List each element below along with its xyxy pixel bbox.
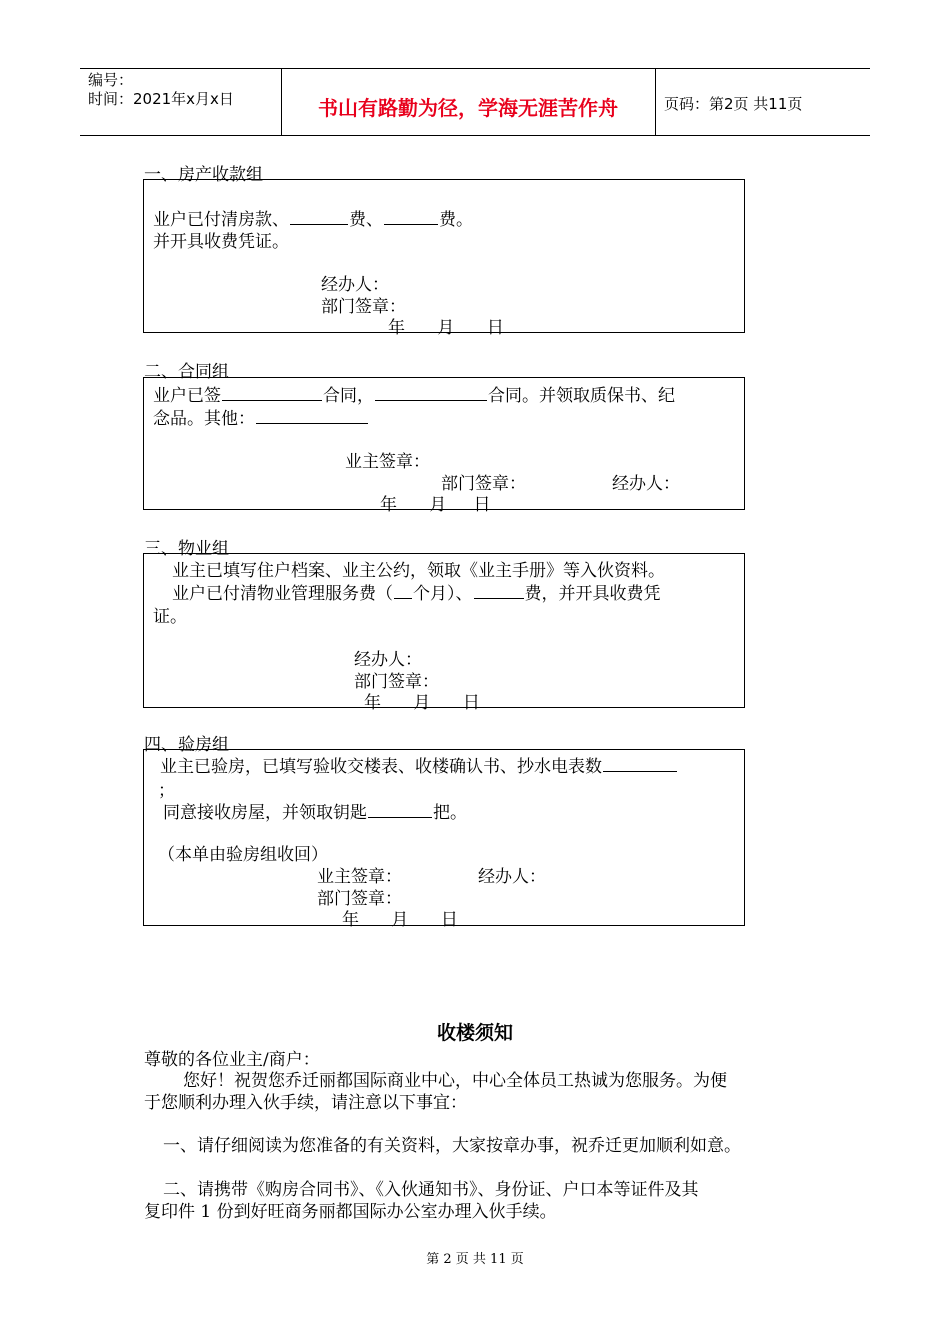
section-1-line2: 并开具收费凭证。 — [153, 232, 289, 252]
section-3-line2 — [172, 579, 661, 604]
blank-other — [256, 407, 368, 424]
section-3-dept-seal: 部门签章： — [354, 672, 439, 692]
notice-item-2-line1: 二、请携带《购房合同书》、《入伙通知书》、身份证、户口本等证件及其 — [163, 1180, 699, 1200]
section-1-date: 年 月 日 — [388, 318, 504, 338]
header-motto: 书山有路勤为径，学海无涯苦作舟 — [318, 96, 618, 120]
section-3-date: 年 月 日 — [364, 693, 480, 713]
blank-fee-1 — [290, 208, 348, 225]
header-meta — [88, 71, 234, 109]
section-1-handler: 经办人： — [321, 275, 389, 295]
section-4-handler: 经办人： — [478, 867, 546, 887]
header-top-rule — [80, 68, 870, 69]
section-4-dept-seal: 部门签章： — [317, 889, 402, 909]
section-3-text-a: 业户已付清物业管理服务费（ — [172, 584, 393, 604]
section-2-owner-sign: 业主签章： — [345, 452, 430, 472]
notice-item-2-line2: 复印件 1 份到好旺商务丽都国际办公室办理入伙手续。 — [144, 1202, 557, 1222]
section-4-line1 — [160, 752, 678, 777]
blank-months — [394, 582, 412, 599]
section-3-line3: 证。 — [153, 607, 187, 627]
section-3-handler: 经办人： — [354, 650, 422, 670]
section-1-box — [143, 179, 745, 333]
blank-contract-2 — [375, 384, 487, 401]
page-footer: 第 2 页 共 11 页 — [426, 1252, 524, 1267]
section-2-text-c: 合同。并领取质保书、纪 — [488, 386, 675, 406]
header-time-label: 时间：2021年x月x日 — [88, 90, 234, 108]
section-4-text-c: 把。 — [433, 803, 467, 823]
section-1-text-a: 业户已付清房款、 — [153, 210, 289, 230]
header-number-label: 编号： — [88, 71, 134, 89]
section-2-other-label: 念品。其他： — [153, 409, 255, 429]
section-3-text-c: 费，并开具收费凭 — [524, 584, 661, 604]
section-4-text-a: 业主已验房，已填写验收交楼表、收楼确认书、抄水电表数 — [160, 757, 602, 777]
section-3-text-b: 个月）、 — [413, 584, 473, 604]
notice-p1-line1: 您好！祝贺您乔迁丽都国际商业中心，中心全体员工热诚为您服务。为便 — [183, 1071, 727, 1091]
blank-meter — [603, 755, 677, 772]
section-2-dept-seal: 部门签章： — [441, 474, 526, 494]
notice-p1-line2: 于您顺利办理入伙手续，请注意以下事宜： — [144, 1093, 467, 1113]
section-1-text-b: 费、 — [349, 210, 383, 230]
notice-item-1: 一、请仔细阅读为您准备的有关资料，大家按章办事，祝乔迁更加顺利如意。 — [163, 1136, 741, 1156]
section-4-owner-sign: 业主签章： — [317, 867, 402, 887]
section-4-note: （本单由验房组收回） — [158, 845, 328, 865]
header-bottom-rule — [80, 135, 870, 136]
section-2-date: 年 月 日 — [380, 495, 491, 515]
blank-contract-1 — [222, 384, 322, 401]
blank-keys — [368, 801, 432, 818]
header-page-info: 页码：第2页 共11页 — [664, 95, 803, 113]
section-3-line1: 业主已填写住户档案、业主公约，领取《业主手册》等入伙资料。 — [172, 561, 665, 581]
section-4-date: 年 月 日 — [342, 910, 458, 930]
notice-title: 收楼须知 — [436, 1022, 513, 1044]
blank-fee-3 — [474, 582, 524, 599]
section-2-line2 — [153, 404, 369, 429]
section-4-line1-end: ； — [158, 781, 175, 801]
notice-greeting: 尊敬的各位业主/商户： — [144, 1050, 320, 1070]
blank-fee-2 — [384, 208, 438, 225]
section-1-text-c: 费。 — [439, 210, 473, 230]
section-2-title: 二、合同组 — [144, 362, 229, 382]
section-2-text-a: 业户已签 — [153, 386, 221, 406]
section-4-text-b: 同意接收房屋，并领取钥匙 — [163, 803, 367, 823]
header-divider-right — [655, 68, 656, 136]
section-2-line1 — [153, 381, 675, 406]
section-4-title: 四、验房组 — [144, 735, 229, 755]
section-1-dept-seal: 部门签章： — [321, 297, 406, 317]
section-2-handler: 经办人： — [612, 474, 680, 494]
section-3-title: 三、物业组 — [144, 539, 229, 559]
section-1-title: 一、房产收款组 — [144, 165, 263, 185]
section-4-line2 — [163, 798, 467, 823]
section-2-text-b: 合同， — [323, 386, 374, 406]
